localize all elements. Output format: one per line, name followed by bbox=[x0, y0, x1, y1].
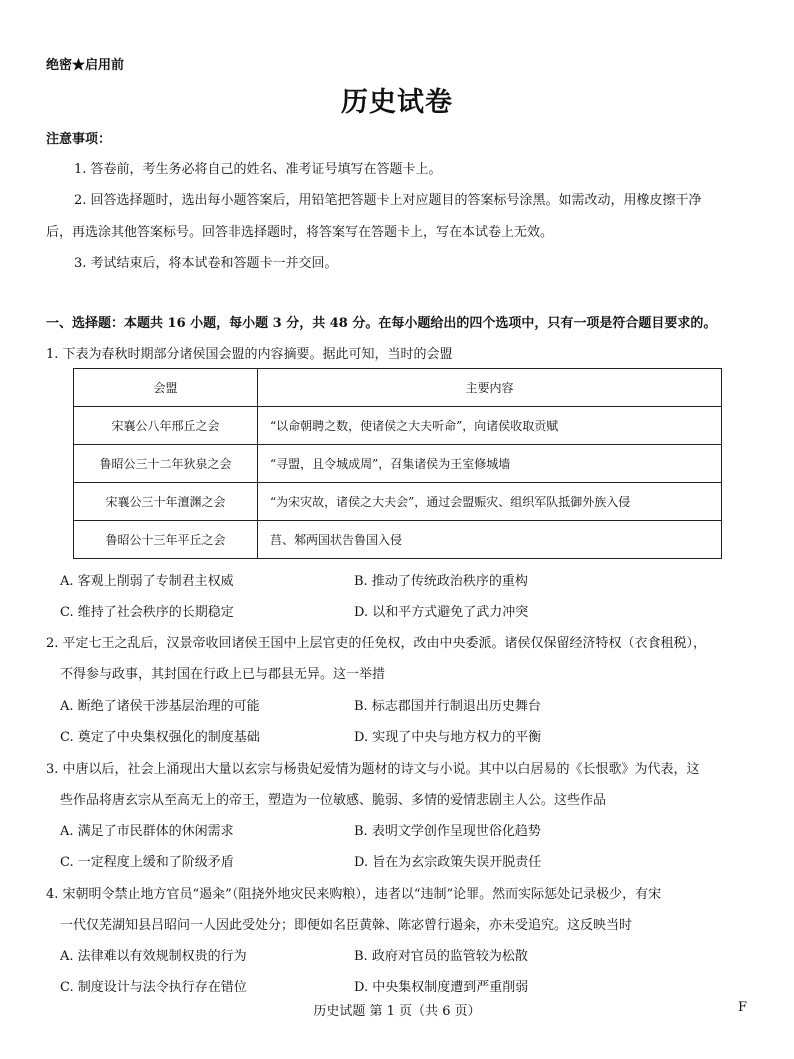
section-heading: 一、选择题：本题共 16 小题，每小题 3 分，共 48 分。在每小题给出的四个选项中，只有一项是符合题目要求的。 bbox=[46, 316, 717, 331]
q1-option-c: C. 维持了社会秩序的长期稳定 bbox=[60, 605, 234, 620]
table-cell: “寻盟，且令城成周”，召集诸侯为王室修城墙 bbox=[258, 445, 722, 483]
table-header-row bbox=[74, 369, 722, 407]
question-4-stem-line-2: 一代仅芜湖知县吕昭问一人因此受处分；即便如名臣黄榦、陈宓曾行遏籴，亦未受追究。这反映当时 bbox=[60, 918, 633, 933]
notes-heading: 注意事项： bbox=[46, 132, 112, 147]
page-title: 历史试卷 bbox=[341, 87, 453, 118]
question-4-stem-line-1: 4. 宋朝明令禁止地方官员“遏籴”（阻挠外地灾民来购粮），违者以“违制”论罪。然而实际惩处记录极少，有宋 bbox=[46, 887, 662, 902]
question-3-stem-line-1: 3. 中唐以后，社会上涌现出大量以玄宗与杨贵妃爱情为题材的诗文与小说。其中以白居易的《长恨歌》为代表，这 bbox=[46, 762, 700, 777]
q4-option-a: A. 法律难以有效规制权贵的行为 bbox=[60, 949, 247, 964]
q4-option-c: C. 制度设计与法令执行存在错位 bbox=[60, 980, 247, 995]
q2-option-c: C. 奠定了中央集权强化的制度基础 bbox=[60, 730, 260, 745]
table-row bbox=[74, 445, 722, 483]
question-2-stem-line-2: 不得参与政事，其封国在行政上已与郡县无异。这一举措 bbox=[60, 667, 386, 682]
q4-option-d: D. 中央集权制度遭到严重削弱 bbox=[354, 980, 529, 995]
table-cell: 莒、邾两国状告鲁国入侵 bbox=[258, 521, 722, 559]
page-footer: 历史试题 第 1 页（共 6 页） bbox=[313, 1004, 481, 1019]
q3-option-a: A. 满足了市民群体的休闲需求 bbox=[60, 824, 234, 839]
q1-option-b: B. 推动了传统政治秩序的重构 bbox=[354, 574, 528, 589]
table-cell: “为宋灾故，诸侯之大夫会”，通过会盟赈灾、组织军队抵御外族入侵 bbox=[258, 483, 722, 521]
q3-option-b: B. 表明文学创作呈现世俗化趋势 bbox=[354, 824, 541, 839]
q4-option-b: B. 政府对官员的监管较为松散 bbox=[354, 949, 528, 964]
table-row bbox=[74, 407, 722, 445]
table-cell: 鲁昭公十三年平丘之会 bbox=[74, 521, 258, 559]
table-row bbox=[74, 521, 722, 559]
question-3-stem-line-2: 些作品将唐玄宗从至高无上的帝王，塑造为一位敏感、脆弱、多情的爱情悲剧主人公。这些作品 bbox=[60, 793, 607, 808]
q2-option-d: D. 实现了中央与地方权力的平衡 bbox=[354, 730, 542, 745]
paper-code: F bbox=[738, 1000, 748, 1015]
note-3: 3. 考试结束后，将本试卷和答题卡一并交回。 bbox=[74, 256, 338, 271]
table-cell: 宋襄公八年邢丘之会 bbox=[74, 407, 258, 445]
q3-option-d: D. 旨在为玄宗政策失误开脱责任 bbox=[354, 855, 542, 870]
note-1: 1. 答卷前，考生务必将自己的姓名、准考证号填写在答题卡上。 bbox=[74, 162, 442, 177]
question-1-stem: 1. 下表为春秋时期部分诸侯国会盟的内容摘要。据此可知，当时的会盟 bbox=[46, 347, 453, 362]
question-2-stem-line-1: 2. 平定七王之乱后，汉景帝收回诸侯王国中上层官吏的任免权，改由中央委派。诸侯仅保留经济特权（衣食租税）， bbox=[46, 636, 707, 651]
table-header: 会盟 bbox=[74, 369, 258, 407]
table-cell: 宋襄公三十年澶渊之会 bbox=[74, 483, 258, 521]
table-cell: 鲁昭公三十二年狄泉之会 bbox=[74, 445, 258, 483]
table-header: 主要内容 bbox=[258, 369, 722, 407]
q3-option-c: C. 一定程度上缓和了阶级矛盾 bbox=[60, 855, 234, 870]
table-row bbox=[74, 483, 722, 521]
question-1-table bbox=[73, 368, 722, 559]
q1-option-d: D. 以和平方式避免了武力冲突 bbox=[354, 605, 529, 620]
note-2-line-1: 2. 回答选择题时，选出每小题答案后，用铅笔把答题卡上对应题目的答案标号涂黑。如需改动，用橡皮擦干净 bbox=[74, 193, 702, 208]
confidential-label: 绝密★启用前 bbox=[46, 58, 125, 73]
note-2-line-2: 后，再选涂其他答案标号。回答非选择题时，将答案写在答题卡上，写在本试卷上无效。 bbox=[46, 225, 554, 240]
q1-option-a: A. 客观上削弱了专制君主权威 bbox=[60, 574, 234, 589]
q2-option-a: A. 断绝了诸侯干涉基层治理的可能 bbox=[60, 699, 260, 714]
table-cell: “以命朝聘之数，使诸侯之大夫听命”，向诸侯收取贡赋 bbox=[258, 407, 722, 445]
q2-option-b: B. 标志郡国并行制退出历史舞台 bbox=[354, 699, 541, 714]
